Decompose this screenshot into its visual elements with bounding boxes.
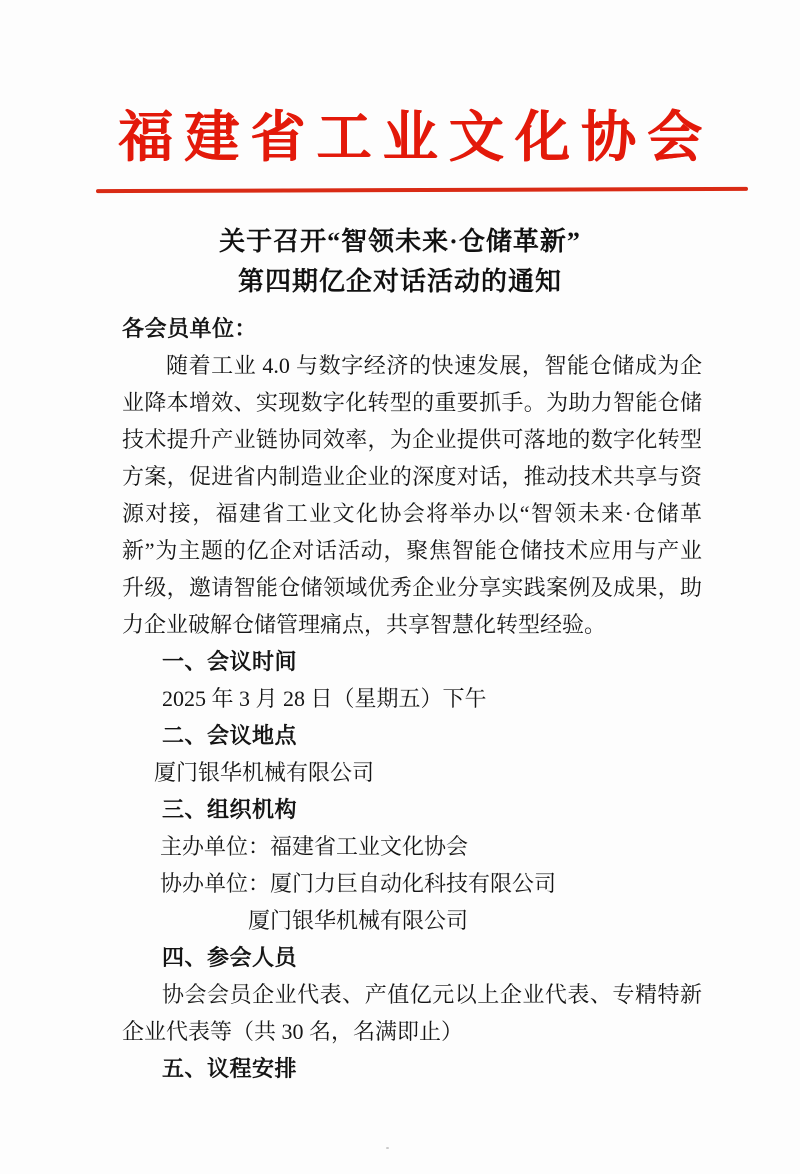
section-heading-organizers: 三、组织机构 — [162, 797, 298, 822]
organizer-host-line: 主办单位：福建省工业文化协会 — [160, 834, 469, 859]
organizer-cohost-line-2: 厦门银华机械有限公司 — [248, 908, 469, 933]
document-title — [0, 222, 800, 302]
section-heading-meeting-time: 一、会议时间 — [162, 649, 298, 674]
paragraph-line: 方案，促进省内制造业企业的深度对话，推动技术共享与资 — [122, 464, 702, 489]
meeting-time-value: 2025 年 3 月 28 日（星期五）下午 — [162, 686, 487, 711]
letterhead-org-name: 福建省工业文化协会 — [118, 107, 702, 168]
scan-artifact-speck — [386, 1147, 389, 1149]
paragraph-line: 随着工业 4.0 与数字经济的快速发展，智能仓储成为企 — [166, 353, 702, 378]
document-body — [122, 310, 702, 1087]
paragraph-line: 源对接，福建省工业文化协会将举办以“智领未来·仓储革 — [122, 501, 702, 526]
document-title-line-1: 关于召开“智领未来·仓储革新” — [219, 227, 581, 256]
document-title-line-2: 第四期亿企对话活动的通知 — [237, 267, 562, 296]
section-heading-meeting-place: 二、会议地点 — [162, 723, 298, 748]
participants-line: 协会会员企业代表、产值亿元以上企业代表、专精特新 — [162, 982, 702, 1007]
paragraph-line: 升级，邀请智能仓储领域优秀企业分享实践案例及成果，助 — [122, 575, 702, 600]
section-heading-participants: 四、参会人员 — [162, 945, 298, 970]
organizer-cohost-line: 协办单位：厦门力巨自动化科技有限公司 — [160, 871, 557, 896]
section-heading-agenda: 五、议程安排 — [162, 1056, 298, 1081]
meeting-place-value: 厦门银华机械有限公司 — [154, 760, 375, 785]
paragraph-line: 力企业破解仓储管理痛点，共享智慧化转型经验。 — [122, 612, 607, 637]
salutation: 各会员单位： — [122, 316, 258, 341]
letterhead-divider-line — [96, 187, 748, 193]
participants-line: 企业代表等（共 30 名，名满即止） — [122, 1019, 464, 1044]
paragraph-line: 业降本增效、实现数字化转型的重要抓手。为助力智能仓储 — [122, 390, 702, 415]
paragraph-line: 技术提升产业链协同效率，为企业提供可落地的数字化转型 — [122, 427, 702, 452]
paragraph-line: 新”为主题的亿企对话活动，聚焦智能仓储技术应用与产业 — [122, 538, 702, 563]
